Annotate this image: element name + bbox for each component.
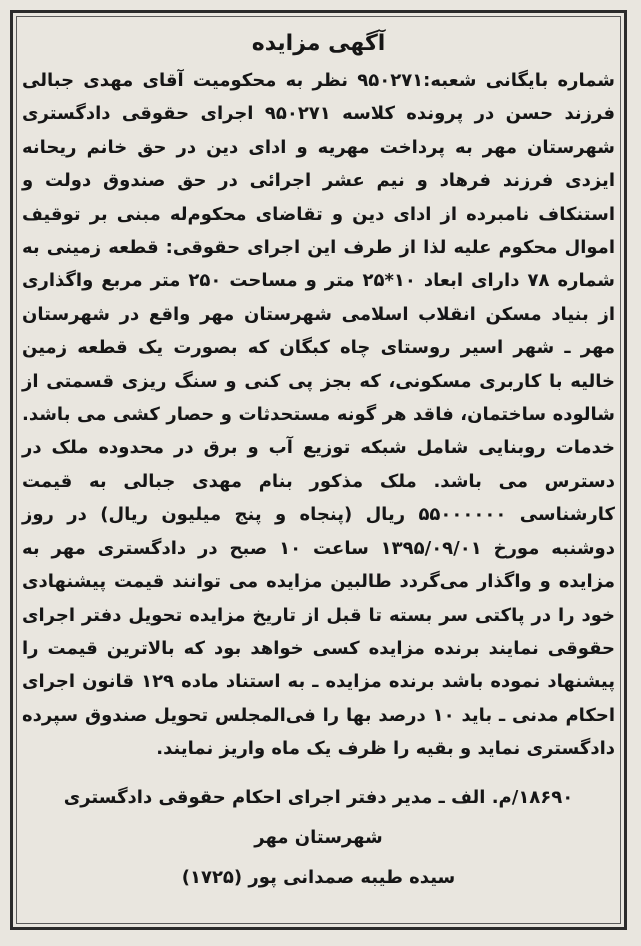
signature-block — [22, 778, 615, 898]
notice-body — [22, 64, 615, 766]
notice-body-text: نظر به محکومیت آقای مهدی جبالی فرزند حسن در پرونده کلاسه ۹۵۰۲۷۱ اجرای حقوقی دادگستری شهرستان مهر به پرداخت مهریه و ادای دین در حق خانم ریحانه ایزدی فرزند فرهاد و نیم عشر اجرائی در حق صندوق دولت و استنکاف نامبرده از ادای دین و تقاضای محکوم‌له مبنی بر توقیف اموال محکوم علیه لذا از طرف این اجرای حقوقی: قطعه زمینی به شماره ۷۸ دارای ابعاد ۱۰*۲۵ متر و مساحت ۲۵۰ متر مربع واگذاری از بنیاد مسکن انقلاب اسلامی شهرستان مهر واقع در شهرستان مهر ـ شهر اسیر روستای چاه کبگان که بصورت یک قطعه زمین خالیه با کاربری مسکونی، که بجز پی کنی و سنگ ریزی قسمتی از شالوده ساختمان، فاقد هر گونه مستحدثات و حصار کشی می باشد. خدمات روبنایی شامل شبکه توزیع آب و برق در محدوده ملک در دسترس می باشد. ملک مذکور بنام مهدی جبالی به قیمت کارشناسی ۵۵۰۰۰۰۰۰ ریال (پنجاه و پنج میلیون ریال) در روز دوشنبه مورخ ۱۳۹۵/۰۹/۰۱ ساعت ۱۰ صبح در دادگستری مهر به مزایده و واگذار می‌گردد طالبین مزایده می توانند قیمت پیشنهادی خود را در پاکتی سر بسته تا قبل از تاریخ مزایده تحویل دفتر اجرای حقوقی نمایند برنده مزایده کسی خواهد بود که بالاترین قیمت را پیشنهاد نموده باشد برنده مزایده ـ به استناد ماده ۱۲۹ قانون اجرای احکام مدنی ـ باید ۱۰ درصد بها را فی‌المجلس تحویل صندوق سپرده دادگستری نماید و بقیه را ظرف یک ماه واریز نمایند. — [22, 70, 616, 760]
notice-title: آگهی مزایده — [251, 31, 386, 56]
signature-name: سیده طیبه صمدانی پور (۱۷۲۵) — [181, 866, 456, 888]
signature-office: ۱۸۶۹۰/م. الف ـ مدیر دفتر اجرای احکام حقوقی دادگستری شهرستان مهر — [63, 786, 574, 848]
auction-notice — [22, 24, 615, 898]
case-number-line: شماره بایگانی شعبه:۹۵۰۲۷۱ — [357, 70, 615, 91]
